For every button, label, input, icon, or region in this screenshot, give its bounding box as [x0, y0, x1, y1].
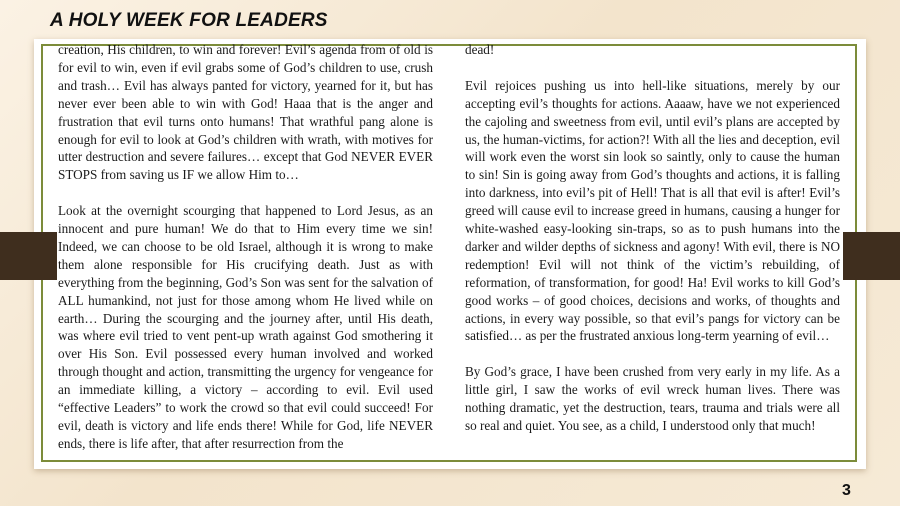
- page-number: 3: [842, 482, 851, 499]
- right-text-column: [465, 41, 840, 435]
- paragraph: Evil rejoices pushing us into hell-like situations, merely by our accepting evil’s thoughts for actions. Aaaaw, have we not experienced the cajoling and sweetness from evil, until evil’s plans are accepted by us, the human-victims, for action?! With all the lies and deception, evil will work even the worst sin look so saintly, only to cause the human to sin! Sin is going away from God’s thoughts and actions, it is falling into darkness, into evil’s pit of Hell! That is all that evil is after! Evil’s greed will cause evil to increase greed in humans, causing a hunger for white-washed easy-looking sin-traps, so as to push humans into the darker and wilder depths of sickness and agony! With evil, there is NO redemption! Evil will not think of the victim’s rebuilding, of reformation, of transformation, for good! Ha! Evil works to kill God’s good works – of good choices, decisions and works, of thoughts and actions, in every way possible, so that evil’s pangs for victory can be satisfied… as per the frustrated anxious long-term yearning of evil…: [465, 77, 840, 344]
- paragraph: creation, His children, to win and forever! Evil’s agenda from of old is for evil to win, even if evil grabs some of God’s children to use, crush and trash… Evil has always panted for victory, yearned for it, but has never ever been able to win with God! Haaa that is the anger and frustration that evil turns onto humans! That wrathful pang alone is enough for evil to look at God’s children with wrath, with motives for utter destruction and severe failures… except that God NEVER EVER STOPS from saving us IF we allow Him to…: [58, 42, 433, 183]
- paragraph: Look at the overnight scourging that happened to Lord Jesus, as an innocent and pure human! We do that to Him every time we sin! Indeed, we can choose to be old Israel, although it is wrong to make them alone responsible for His crucifying death. Just as with everything from the beginning, God’s Son was sent for the salvation of ALL humankind, not just for those among whom He lived while on earth… During the scourging and the journey after, until His death, was where evil tried to vent pent-up wrath against God smothering it over His Son. Evil possessed every human involved and worked through thought and action, transmitting the urgency for vengeance for an immediate killing, a victory – according to evil. Evil used “effective Leaders” to work the crowd so that evil could succeed! For evil, death is victory and life ends there! While for God, life NEVER ends, there is life after, that after resurrection from the: [58, 203, 433, 451]
- left-decorative-bar: [0, 232, 57, 280]
- paragraph: By God’s grace, I have been crushed from very early in my life. As a little girl, I saw the works of evil wreck human lives. There was nothing dramatic, yet the destruction, tears, trauma and trials were all so real and quiet. You see, as a child, I understood only that much!: [465, 364, 840, 433]
- page-title: A HOLY WEEK FOR LEADERS: [50, 10, 328, 31]
- right-decorative-bar: [843, 232, 900, 280]
- left-text-column: [58, 41, 433, 453]
- paragraph: dead!: [465, 42, 495, 57]
